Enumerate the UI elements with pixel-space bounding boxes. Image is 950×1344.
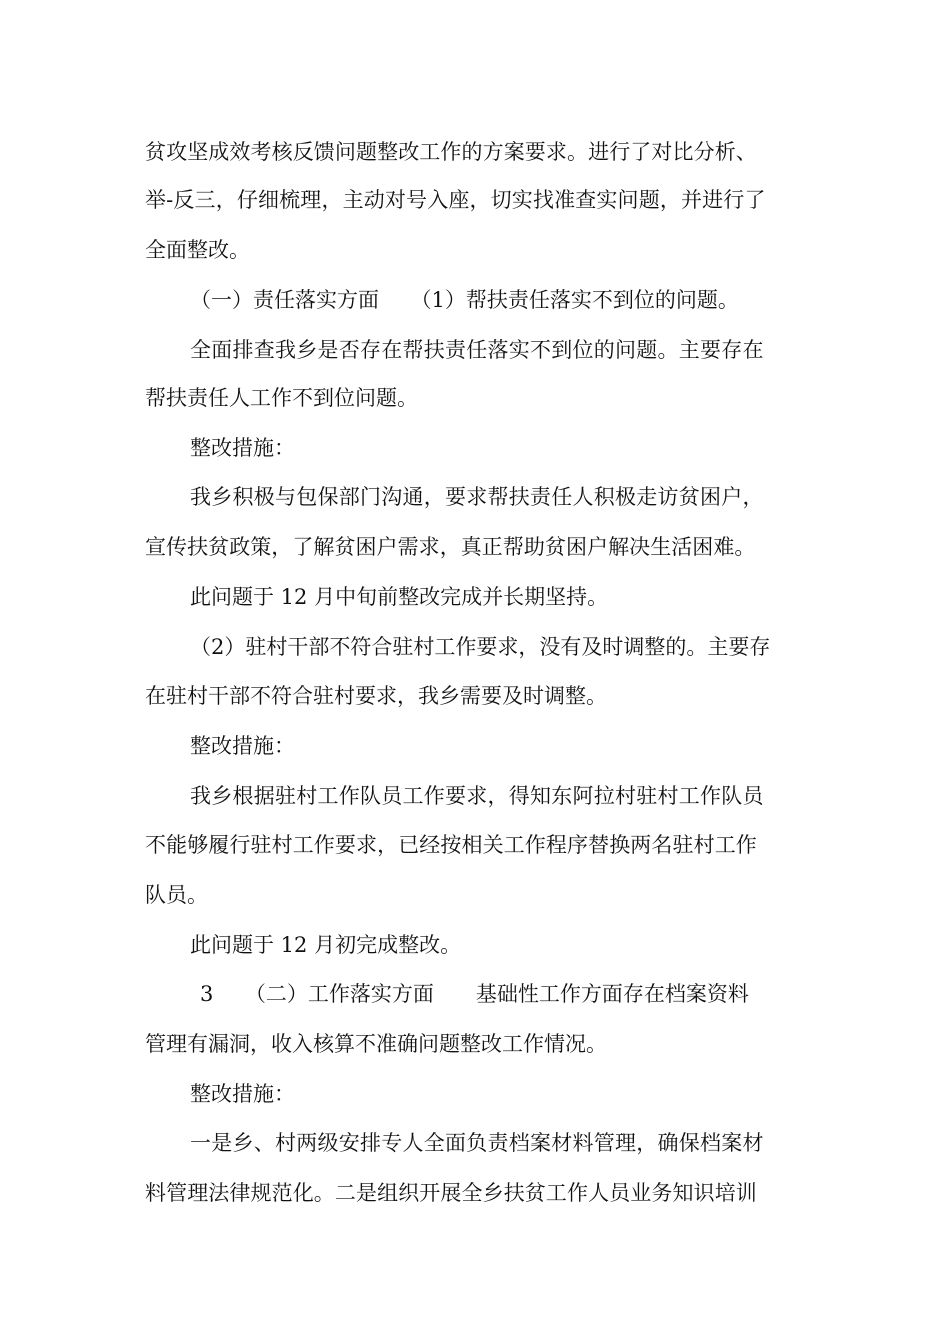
text-line-14: 我乡根据驻村工作队员工作要求，得知东阿拉村驻村工作队员 [190,784,764,808]
text-line-16: 队员。 [145,883,208,907]
deadline-line-1: 此问题于 12 月中旬前整改完成并长期坚持。 [190,585,609,609]
text-line-22: 料管理法律规范化。二是组织开展全乡扶贫工作人员业务知识培训 [145,1181,757,1205]
text-line-5: 全面排查我乡是否存在帮扶责任落实不到位的问题。主要存在 [190,338,764,362]
section-heading-work: 3 （二）工作落实方面 基础性工作方面存在档案资料 [200,982,749,1006]
deadline-line-2: 此问题于 12 月初完成整改。 [190,933,462,957]
text-line-3: 全面整改。 [145,238,250,262]
section-heading-responsibility: （一）责任落实方面 （1）帮扶责任落实不到位的问题。 [190,288,739,312]
measures-heading-2: 整改措施： [190,734,295,758]
text-line-2: 举-反三，仔细梳理，主动对号入座，切实找准查实问题，并进行了 [145,188,766,212]
text-line-9: 宣传扶贫政策，了解贫困户需求，真正帮助贫困户解决生活困难。 [145,535,756,559]
text-line-19: 管理有漏洞，收入核算不准确问题整改工作情况。 [145,1032,607,1056]
text-line-21: 一是乡、村两级安排专人全面负责档案材料管理，确保档案材 [190,1131,764,1155]
text-line-15: 不能够履行驻村工作要求，已经按相关工作程序替换两名驻村工作 [145,833,757,857]
text-line-6: 帮扶责任人工作不到位问题。 [145,386,418,410]
measures-heading-3: 整改措施： [190,1082,295,1106]
text-line-1: 贫攻坚成效考核反馈问题整改工作的方案要求。进行了对比分析、 [145,140,757,164]
text-line-11: （2）驻村干部不符合驻村工作要求，没有及时调整的。主要存 [190,635,771,659]
text-line-12: 在驻村干部不符合驻村要求，我乡需要及时调整。 [145,684,607,708]
text-line-8: 我乡积极与包保部门沟通，要求帮扶责任人积极走访贫困户， [190,485,764,509]
measures-heading-1: 整改措施： [190,436,295,460]
